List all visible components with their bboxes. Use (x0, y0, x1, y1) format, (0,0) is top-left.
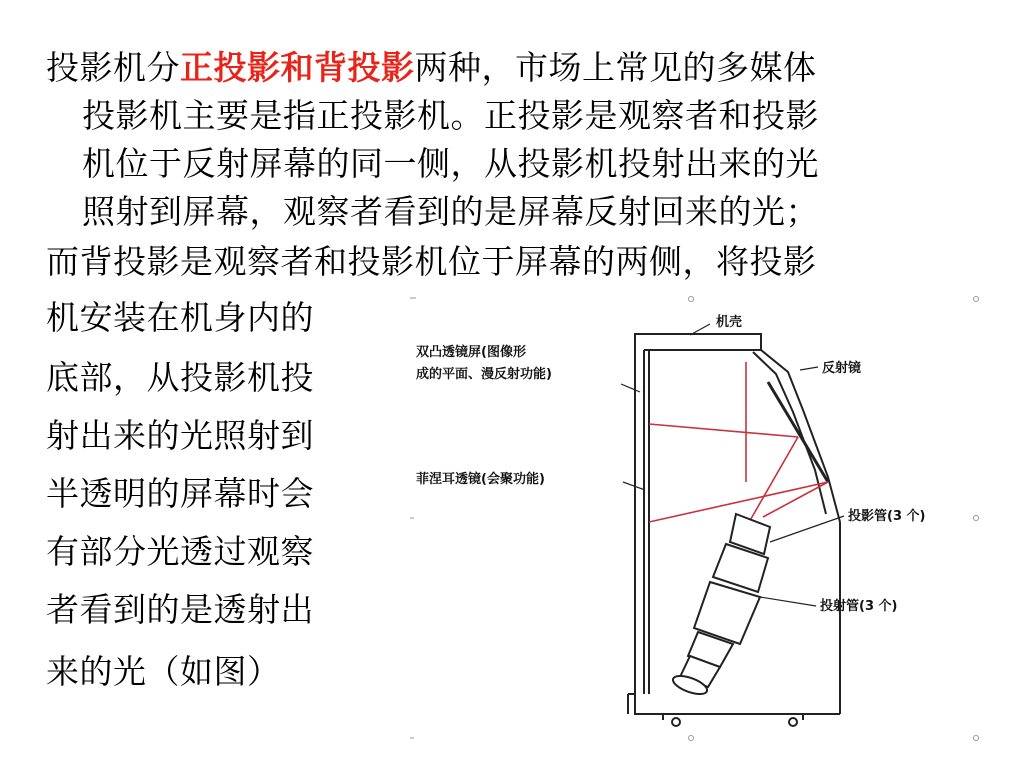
label-fresnel: 菲涅耳透镜(会聚功能) (416, 472, 545, 487)
label-mirror: 反射镜 (822, 361, 862, 376)
text-line-2: 投影机主要是指正投影机。正投影是观察者和投影 (82, 96, 819, 135)
left-column-line: 机安装在机身内的 (46, 298, 314, 337)
text-line-4: 照射到屏幕，观察者看到的是屏幕反射回来的光； (82, 192, 819, 231)
text-segment: 两种，市场上常见的多媒体 (414, 48, 817, 87)
projection-tube (671, 514, 770, 698)
label-screen-2: 成的平面、漫反射功能) (416, 367, 552, 382)
text-line-5: 而背投影是观察者和投影机位于屏幕的两侧，将投影 (46, 242, 817, 281)
wheel-icon (672, 718, 680, 726)
left-column-line: 底部，从投影机投 (46, 358, 314, 397)
left-column-line: 射出来的光照射到 (46, 416, 314, 455)
text-line-3: 机位于反射屏幕的同一侧，从投影机投射出来的光 (82, 144, 819, 183)
left-column-line: 者看到的是透射出 (46, 590, 314, 629)
left-column-line: 来的光（如图） (46, 652, 281, 691)
label-screen-1: 双凸透镜屏(图像形 (416, 345, 526, 360)
diagram-svg (408, 292, 998, 744)
highlight-term: 正投影和背投影 (180, 48, 415, 87)
label-tube-b: 投射管(3 个) (820, 599, 898, 614)
label-cabinet: 机壳 (716, 315, 743, 330)
text-segment: 投影机分 (46, 48, 180, 87)
rear-projection-diagram (408, 292, 998, 744)
text-line-1 (46, 48, 817, 88)
label-tube-a: 投影管(3 个) (848, 509, 926, 524)
light-rays (649, 362, 828, 524)
left-column-line: 有部分光透过观察 (46, 532, 314, 571)
wheel-icon (789, 718, 797, 726)
left-column-line: 半透明的屏幕时会 (46, 474, 314, 513)
